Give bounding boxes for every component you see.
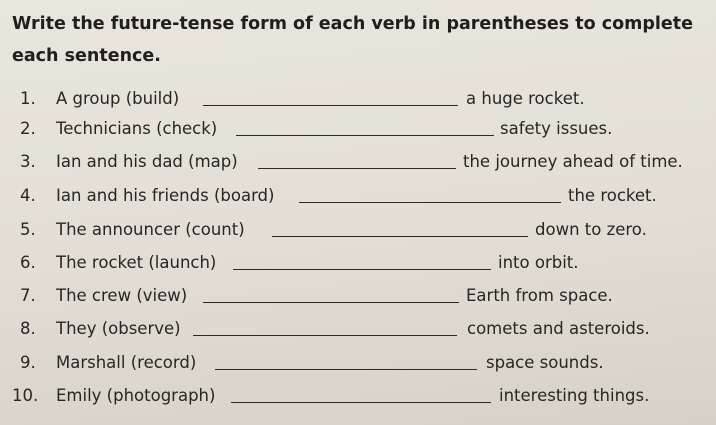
item-stem: Ian and his dad (map) <box>56 152 238 171</box>
item-stem: The announcer (count) <box>56 220 245 239</box>
item-tail: Earth from space. <box>466 286 613 305</box>
item-number: 8. <box>20 319 36 338</box>
item-number: 3. <box>20 152 36 171</box>
item-stem: Marshall (record) <box>56 353 197 372</box>
answer-blank[interactable] <box>272 236 528 237</box>
item-number: 10. <box>12 386 39 405</box>
item-tail: comets and asteroids. <box>467 319 650 338</box>
item-tail: into orbit. <box>498 253 579 272</box>
item-tail: safety issues. <box>500 119 613 138</box>
answer-blank[interactable] <box>203 302 459 303</box>
answer-blank[interactable] <box>231 402 491 403</box>
answer-blank[interactable] <box>215 369 477 370</box>
item-number: 7. <box>20 286 36 305</box>
item-tail: a huge rocket. <box>466 89 585 108</box>
item-tail: the journey ahead of time. <box>463 152 683 171</box>
item-number: 4. <box>20 186 36 205</box>
item-number: 5. <box>20 220 36 239</box>
item-stem: Technicians (check) <box>56 119 218 138</box>
item-number: 2. <box>20 119 36 138</box>
instructions-text: Write the future-tense form of each verb in parentheses to complete each sentence. <box>12 14 693 66</box>
item-stem: Emily (photograph) <box>56 386 216 405</box>
answer-blank[interactable] <box>193 335 457 336</box>
item-stem: They (observe) <box>56 319 181 338</box>
item-stem: The rocket (launch) <box>56 253 217 272</box>
answer-blank[interactable] <box>203 105 458 106</box>
item-tail: the rocket. <box>568 186 657 205</box>
item-number: 9. <box>20 353 36 372</box>
item-number: 1. <box>20 89 36 108</box>
answer-blank[interactable] <box>236 135 494 136</box>
answer-blank[interactable] <box>233 269 491 270</box>
item-tail: interesting things. <box>499 386 650 405</box>
answer-blank[interactable] <box>258 168 456 169</box>
item-stem: Ian and his friends (board) <box>56 186 275 205</box>
item-number: 6. <box>20 253 36 272</box>
item-tail: down to zero. <box>535 220 647 239</box>
item-stem: The crew (view) <box>56 286 188 305</box>
item-stem: A group (build) <box>56 89 180 108</box>
item-tail: space sounds. <box>486 353 604 372</box>
answer-blank[interactable] <box>299 202 561 203</box>
